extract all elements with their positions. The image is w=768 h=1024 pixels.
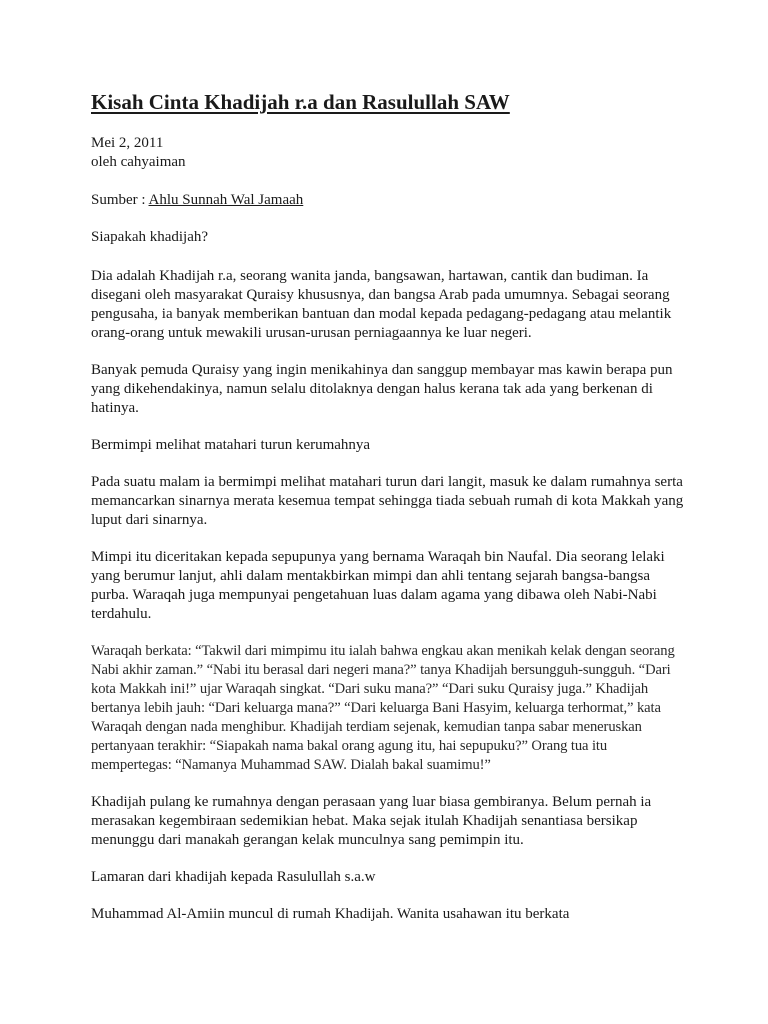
- source-label: Sumber :: [91, 192, 149, 208]
- paragraph-waraqah: Mimpi itu diceritakan kepada sepupunya yang bernama Waraqah bin Naufal. Dia seorang lelaki yang berumur lanjut, ahli dalam mentakbirkan mimpi dan ahli tentang sejarah bangsa-bangsa purba. Waraqah juga mempunyai pengetahuan luas dalam agama yang dibawa oleh Nabi-Nabi terdahulu.: [91, 549, 665, 622]
- article-title: Kisah Cinta Khadijah r.a dan Rasulullah SAW: [91, 90, 510, 114]
- article-meta: [91, 134, 691, 172]
- paragraph-suitors: Banyak pemuda Quraisy yang ingin menikahinya dan sanggup membayar mas kawin berapa pun yang dikehendakinya, namun selalu ditolaknya dengan halus kerana tak ada yang berkenan di hatinya.: [91, 362, 673, 416]
- paragraph-question: Siapakah khadijah?: [91, 229, 209, 245]
- paragraph-dialogue: Waraqah berkata: “Takwil dari mimpimu itu ialah bahwa engkau akan menikah kelak dengan seorang Nabi akhir zaman.” “Nabi itu berasal dari negeri mana?” tanya Khadijah bersungguh-sungguh. “Dari kota Makkah ini!” ujar Waraqah singkat. “Dari suku mana?” “Dari suku Quraisy juga.” Khadijah bertanya lebih jauh: “Dari keluarga mana?” “Dari keluarga Bani Hasyim, keluarga terhormat,” kata Waraqah dengan nada menghibur. Khadijah terdiam sejenak, kemudian tanpa sabar meneruskan pertanyaan terakhir: “Siapakah nama bakal orang agung itu, hai sepupuku?” Orang tua itu mempertegas: “Namanya Muhammad SAW. Dialah bakal suamimu!”: [91, 643, 675, 773]
- paragraph-return-home: Khadijah pulang ke rumahnya dengan perasaan yang luar biasa gembiranya. Belum pernah ia merasakan kegembiraan sedemikian hebat. Maka sejak itulah Khadijah senantiasa bersikap menunggu dari manakah gerangan kelak munculnya sang pemimpin itu.: [91, 794, 652, 848]
- article-author: oleh cahyaiman: [91, 154, 186, 170]
- document-page: [91, 88, 691, 942]
- source-link[interactable]: Ahlu Sunnah Wal Jamaah: [148, 192, 304, 208]
- source-line: [91, 191, 691, 210]
- section-heading-proposal: Lamaran dari khadijah kepada Rasulullah s.a.w: [91, 869, 376, 885]
- paragraph-al-amiin: Muhammad Al-Amiin muncul di rumah Khadijah. Wanita usahawan itu berkata: [91, 906, 570, 922]
- section-heading-dream: Bermimpi melihat matahari turun kerumahnya: [91, 437, 371, 453]
- paragraph-intro: Dia adalah Khadijah r.a, seorang wanita janda, bangsawan, hartawan, cantik dan budiman. Ia disegani oleh masyarakat Quraisy khususnya, dan bangsa Arab pada umumnya. Sebagai seorang pengusaha, ia banyak memberikan bantuan dan modal kepada pedagang-pedagang atau melantik orang-orang untuk mewakili urusan-urusan perniagaannya ke luar negeri.: [91, 268, 672, 341]
- article-date: Mei 2, 2011: [91, 135, 164, 151]
- paragraph-dream: Pada suatu malam ia bermimpi melihat matahari turun dari langit, masuk ke dalam rumahnya serta memancarkan sinarnya merata kesemua tempat sehingga tiada sebuah rumah di kota Makkah yang luput dari sinarnya.: [91, 474, 684, 528]
